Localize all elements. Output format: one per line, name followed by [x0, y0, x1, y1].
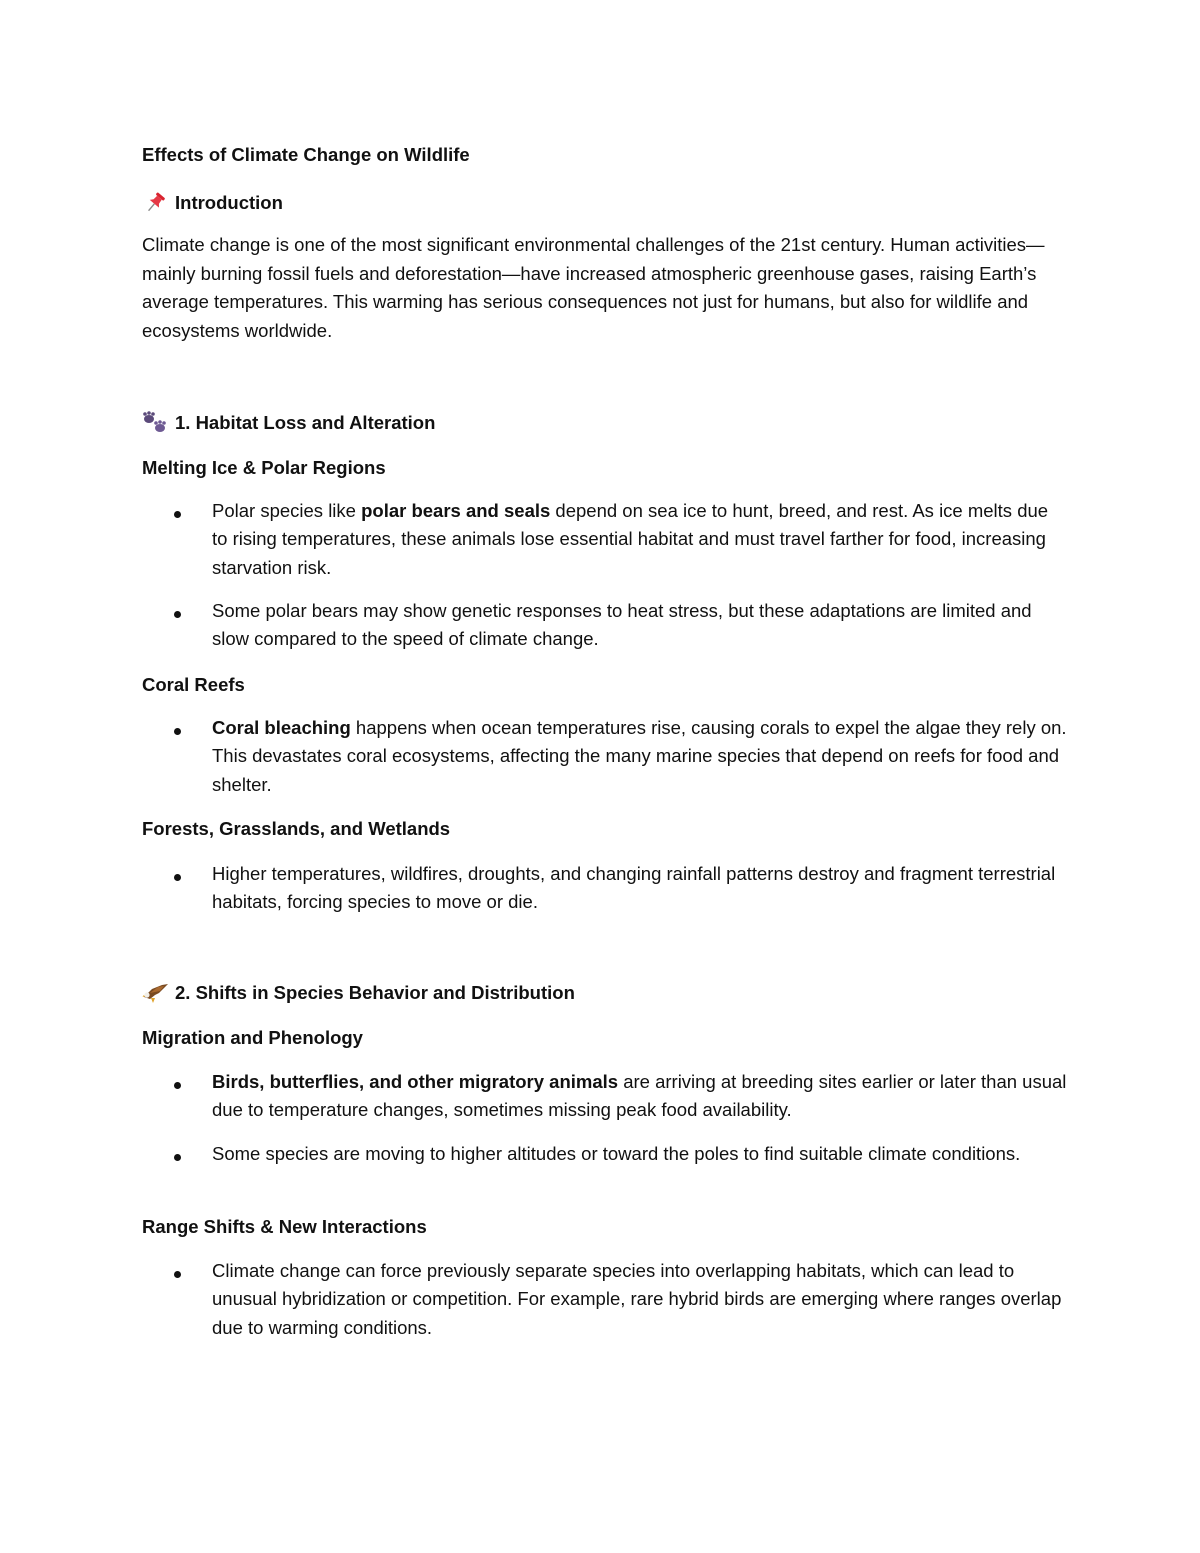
intro-paragraph: Climate change is one of the most significant environmental challenges of the 21st century. Human activities—mainly burning fossil fuels and deforestation—have increased atmospheric greenhouse gases, raising Earth’s average temperatures. This warming has serious consequences not just for humans, but also for wildlife and ecosystems worldwide.	[142, 234, 1045, 342]
pushpin-icon	[142, 190, 168, 216]
bullet-icon	[174, 511, 181, 518]
bullet-bold-text: polar bears and seals	[361, 500, 551, 521]
bullet-text: Higher temperatures, wildfires, droughts, and changing rainfall patterns destroy and fragment terrestrial habitats, forcing species to move or die.	[212, 863, 1056, 913]
intro-heading: Introduction	[175, 192, 283, 213]
bullet-text: are arriving at breeding sites earlier or later than usual due to temperature changes, sometimes missing peak food availability.	[212, 1071, 1067, 1121]
document-title: Effects of Climate Change on Wildlife	[142, 144, 470, 165]
bullet-icon	[174, 1271, 181, 1278]
bullet-text: Climate change can force previously separate species into overlapping habitats, which can lead to unusual hybridization or competition. For example, rare hybrid birds are emerging where ranges overlap due to warming conditions.	[212, 1260, 1062, 1338]
bullet-text: depend on sea ice to hunt, breed, and rest. As ice melts due to rising temperatures, these animals lose essential habitat and must travel farther for food, increasing starvation risk.	[212, 500, 1049, 578]
section2-heading: 2. Shifts in Species Behavior and Distribution	[175, 982, 575, 1003]
bullet-icon	[174, 1082, 181, 1089]
bullet-text: Some species are moving to higher altitudes or toward the poles to find suitable climate conditions.	[212, 1143, 1021, 1164]
section1-sub1-heading: Melting Ice & Polar Regions	[142, 457, 386, 478]
bullet-text: Polar species like	[212, 500, 362, 521]
section2-sub1-heading: Migration and Phenology	[142, 1027, 363, 1048]
eagle-icon	[142, 981, 170, 1005]
bullet-icon	[174, 874, 181, 881]
paw-prints-icon	[142, 411, 170, 435]
bullet-bold-text: Birds, butterflies, and other migratory animals	[212, 1071, 619, 1092]
bullet-bold-text: Coral bleaching	[212, 717, 351, 738]
section1-sub2-heading: Coral Reefs	[142, 674, 245, 695]
bullet-icon	[174, 611, 181, 618]
section1-heading: 1. Habitat Loss and Alteration	[175, 412, 436, 433]
bullet-icon	[174, 1154, 181, 1161]
bullet-text: happens when ocean temperatures rise, causing corals to expel the algae they rely on. This devastates coral ecosystems, affecting the many marine species that depend on reefs for food and shelter.	[212, 717, 1067, 795]
bullet-icon	[174, 728, 181, 735]
bullet-text: Some polar bears may show genetic responses to heat stress, but these adaptations are limited and slow compared to the speed of climate change.	[212, 600, 1032, 650]
section2-sub2-heading: Range Shifts & New Interactions	[142, 1216, 427, 1237]
section1-sub3-heading: Forests, Grasslands, and Wetlands	[142, 818, 451, 839]
